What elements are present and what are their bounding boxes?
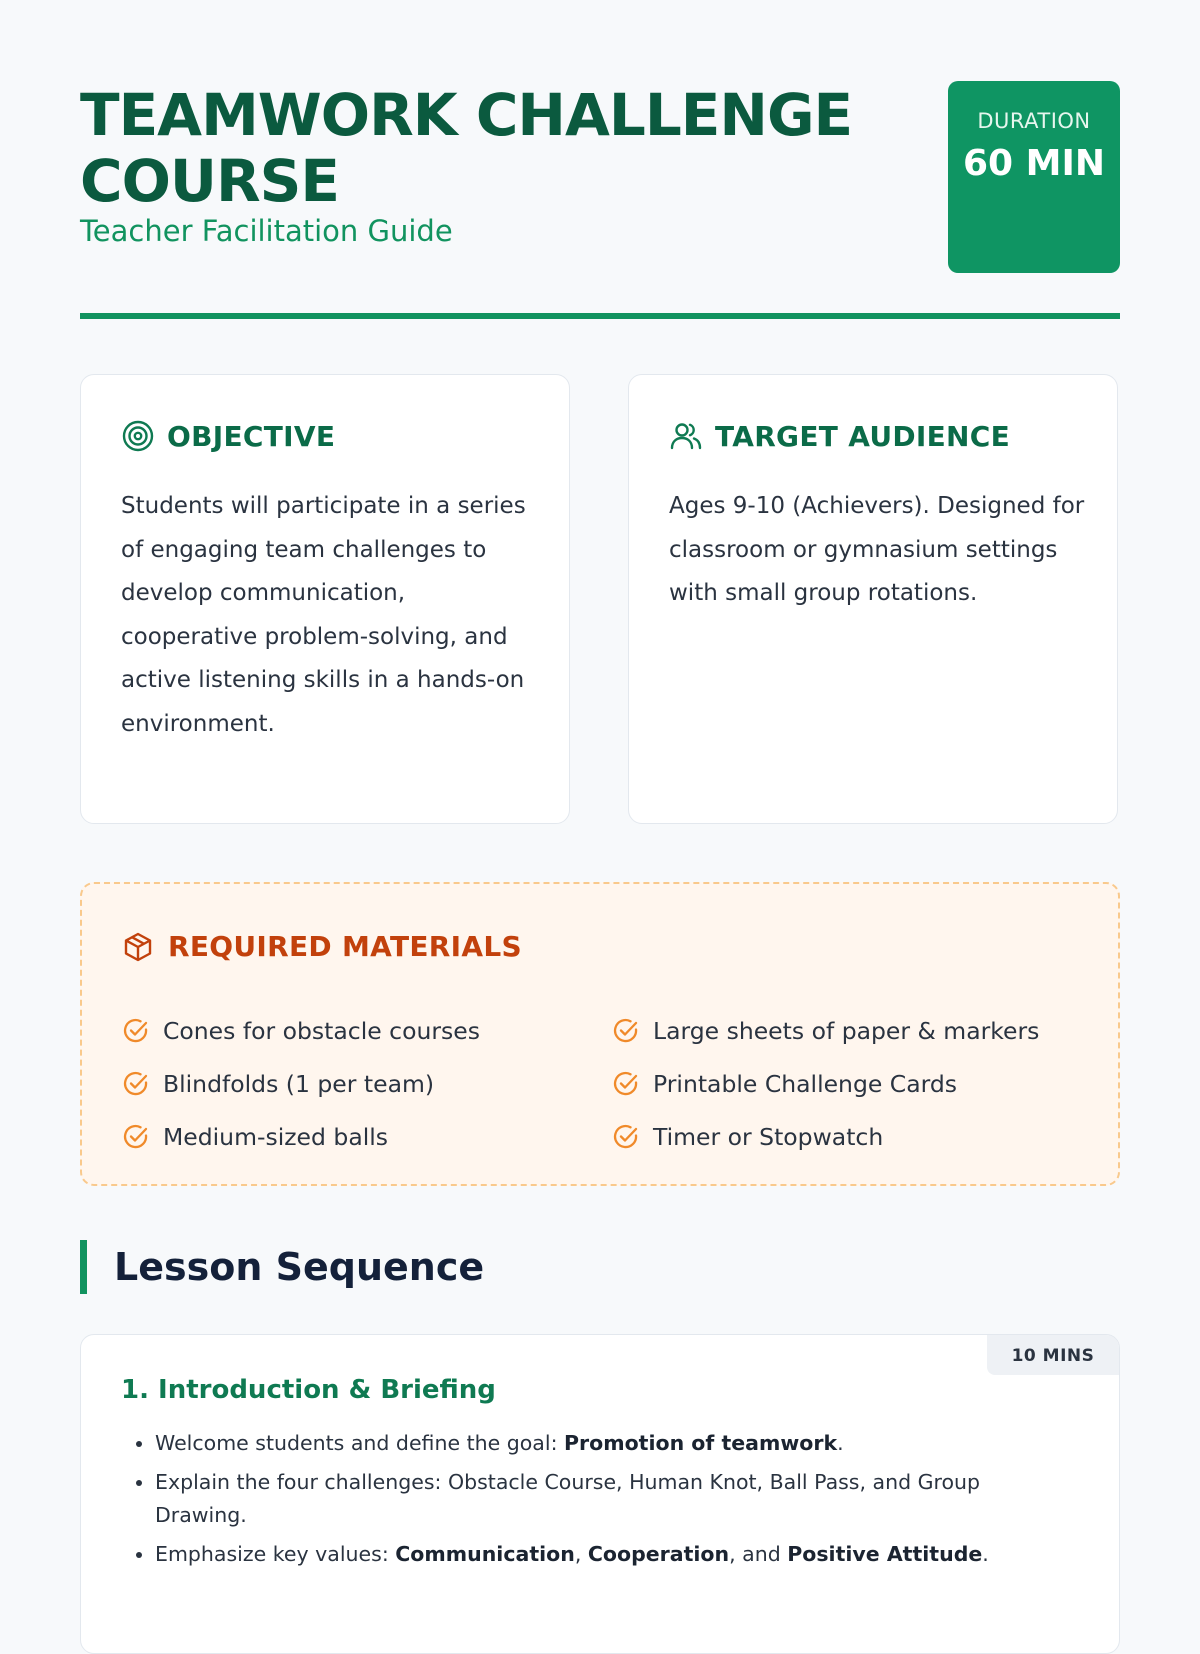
bullet-emphasis: Communication [395,1542,575,1566]
users-icon [669,419,703,453]
objective-title: OBJECTIVE [167,419,336,453]
bullet-separator: , and [729,1542,788,1566]
bullet-emphasis: Positive Attitude [787,1542,983,1566]
audience-header [669,419,1010,453]
list-item [612,1004,1039,1057]
bullet-emphasis: Cooperation [587,1542,730,1566]
header [80,0,1120,320]
check-circle-icon [612,1017,640,1045]
materials-column-2 [612,1004,1039,1163]
step-bullet-list [121,1427,1055,1577]
bullet-text: Explain the four challenges: Obstacle Course, Human Knot, Ball Pass, and Group Drawing. [155,1470,981,1527]
bullet-text: Emphasize key values: [155,1542,396,1566]
material-label: Blindfolds (1 per team) [163,1069,435,1098]
list-item [612,1110,1039,1163]
audience-title: TARGET AUDIENCE [715,419,1011,453]
page-title: TEAMWORK CHALLENGE COURSE [80,81,853,215]
materials-title: REQUIRED MATERIALS [168,930,522,963]
lesson-step-card [80,1334,1120,1654]
check-circle-icon [612,1123,640,1151]
material-label: Cones for obstacle courses [163,1016,480,1045]
check-circle-icon [122,1017,150,1045]
package-icon [122,931,154,963]
materials-section [80,882,1120,1186]
objective-card [80,374,570,824]
bullet-text-end: . [982,1542,989,1566]
audience-text: Ages 9-10 (Achievers). Designed for classroom or gymnasium settings with small group rotations. [669,493,1085,606]
objective-header [121,419,335,453]
bullet-emphasis: Promotion of teamwork [564,1431,838,1455]
audience-card [628,374,1118,824]
bullet-separator: , [574,1542,588,1566]
list-item [122,1110,480,1163]
step-duration-badge: 10 MINS [987,1335,1119,1375]
page [80,0,1120,1566]
check-circle-icon [122,1123,150,1151]
objective-text: Students will participate in a series of engaging team challenges to develop communication, cooperative problem-solving, and active listening skills in a hands-on environment. [121,493,526,737]
list-item [155,1427,1055,1460]
lesson-sequence-heading: Lesson Sequence [80,1240,484,1294]
duration-value: 60 MIN [963,143,1105,184]
list-item [612,1057,1039,1110]
bullet-text: Welcome students and define the goal: [155,1431,564,1455]
list-item [122,1057,480,1110]
bullet-text-end: . [837,1431,844,1455]
info-cards [80,374,1120,826]
list-item [155,1538,1055,1571]
header-divider [80,313,1120,319]
materials-column-1 [122,1004,480,1163]
material-label: Medium-sized balls [163,1122,389,1151]
list-item [122,1004,480,1057]
duration-badge [948,81,1120,273]
target-icon [121,419,155,453]
page-subtitle: Teacher Facilitation Guide [80,214,453,248]
duration-label: DURATION [977,109,1091,133]
material-label: Timer or Stopwatch [653,1122,884,1151]
check-circle-icon [122,1070,150,1098]
check-circle-icon [612,1070,640,1098]
step-title: 1. Introduction & Briefing [121,1375,496,1405]
list-item [155,1466,1055,1532]
materials-header [122,930,522,963]
material-label: Large sheets of paper & markers [653,1016,1040,1045]
material-label: Printable Challenge Cards [653,1069,958,1098]
